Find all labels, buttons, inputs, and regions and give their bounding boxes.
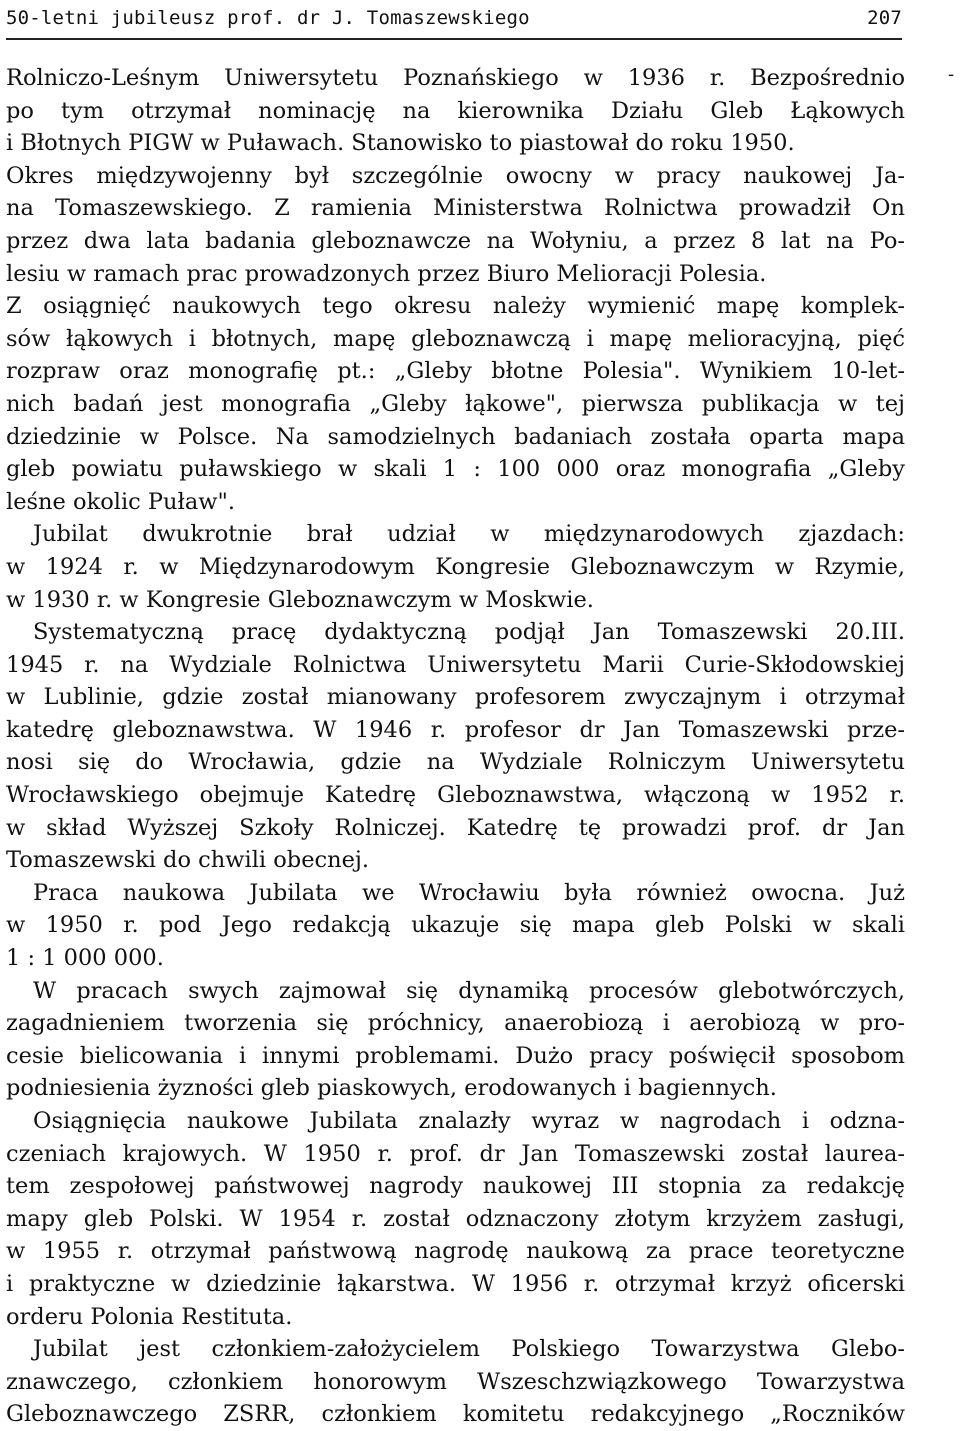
text-line: przez dwa lata badania gleboznawcze na Wołyniu, a przez 8 lat na Po- (6, 227, 905, 254)
running-title: 50-letni jubileusz prof. dr J. Tomaszewskiego (6, 7, 530, 29)
text-line: W pracach swych zajmował się dynamiką procesów glebotwórczych, (33, 977, 905, 1004)
text-line: sów łąkowych i błotnych, mapę gleboznawczą i mapę melioracyjną, pięć (6, 325, 905, 352)
text-line: i Błotnych PIGW w Puławach. Stanowisko to piastował do roku 1950. (6, 130, 795, 157)
text-line: Rolniczo-Leśnym Uniwersytetu Poznańskiego w 1936 r. Bezpośrednio (6, 65, 905, 91)
text-line: 1 : 1 000 000. (6, 945, 164, 972)
text-line: znawczego, członkiem honorowym Wszeschzwiązkowego Towarzystwa (6, 1368, 905, 1395)
text-line: Tomaszewski do chwili obecnej. (6, 847, 370, 874)
text-line: na Tomaszewskiego. Z ramienia Ministerstwa Rolnictwa prowadził On (6, 195, 905, 222)
text-line: nich badań jest monografia „Gleby łąkowe", pierwsza publikacja w tej (6, 390, 905, 417)
text-line: Jubilat jest członkiem-założycielem Polskiego Towarzystwa Glebo- (33, 1336, 905, 1363)
text-line: zagadnieniem tworzenia się próchnicy, anaerobiozą i aerobiozą w pro- (6, 1010, 905, 1037)
text-line: po tym otrzymał nominację na kierownika Działu Gleb Łąkowych (6, 97, 905, 124)
running-header (6, 0, 902, 36)
text-line: Okres międzywojenny był szczególnie owocny w pracy naukowej Ja- (6, 162, 905, 189)
text-line: Z osiągnięć naukowych tego okresu należy wymienić mapę komplek- (6, 293, 905, 320)
text-line: w 1950 r. pod Jego redakcją ukazuje się mapa gleb Polski w skali (6, 912, 905, 939)
text-line: nosi się do Wrocławia, gdzie na Wydziale Rolniczym Uniwersytetu (6, 749, 905, 776)
text-line: czeniach krajowych. W 1950 r. prof. dr Jan Tomaszewski został laurea- (6, 1140, 905, 1167)
text-line: katedrę gleboznawstwa. W 1946 r. profesor dr Jan Tomaszewski prze- (6, 716, 905, 743)
text-line: w Lublinie, gdzie został mianowany profesorem zwyczajnym i otrzymał (6, 684, 905, 711)
text-line: orderu Polonia Restituta. (6, 1303, 293, 1330)
header-rule (6, 38, 902, 40)
text-line: Jubilat dwukrotnie brał udział w międzynarodowych zjazdach: (33, 521, 905, 548)
text-line: lesiu w ramach prac prowadzonych przez Biuro Melioracji Polesia. (6, 260, 767, 287)
text-line: Gleboznawczego ZSRR, członkiem komitetu redakcyjnego „Roczników (6, 1401, 905, 1428)
page-number: 207 (867, 7, 902, 29)
margin-mark: - (948, 64, 955, 85)
body-text (6, 62, 905, 1431)
text-line: dziedzinie w Polsce. Na samodzielnych badaniach została oparta mapa (6, 423, 905, 450)
text-line: 1945 r. na Wydziale Rolnictwa Uniwersytetu Marii Curie-Skłodowskiej (6, 651, 905, 678)
text-line: Praca naukowa Jubilata we Wrocławiu była również owocna. Już (33, 879, 905, 906)
text-line: Osiągnięcia naukowe Jubilata znalazły wyraz w nagrodach i odzna- (33, 1108, 905, 1134)
text-line: leśne okolic Puław". (6, 488, 235, 515)
text-line: mapy gleb Polski. W 1954 r. został odznaczony złotym krzyżem zasługi, (6, 1205, 905, 1232)
text-line: w skład Wyższej Szkoły Rolniczej. Katedrę tę prowadzi prof. dr Jan (6, 814, 905, 841)
text-line: cesie bielicowania i innymi problemami. Dużo pracy poświęcił sposobom (6, 1042, 905, 1069)
text-line: gleb powiatu puławskiego w skali 1 : 100 000 oraz monografia „Gleby (6, 456, 905, 483)
text-line: podniesienia żyzności gleb piaskowych, erodowanych i bagiennych. (6, 1075, 777, 1102)
text-line: w 1955 r. otrzymał państwową nagrodę naukową za prace teoretyczne (6, 1238, 905, 1265)
text-line: w 1930 r. w Kongresie Gleboznawczym w Moskwie. (6, 586, 594, 613)
text-line: Wrocławskiego obejmuje Katedrę Gleboznawstwa, włączoną w 1952 r. (6, 782, 905, 809)
text-line: Systematyczną pracę dydaktyczną podjął Jan Tomaszewski 20.III. (33, 619, 905, 646)
text-line: tem zespołowej państwowej nagrody naukowej III stopnia za redakcję (6, 1173, 905, 1200)
text-line: w 1924 r. w Międzynarodowym Kongresie Gleboznawczym w Rzymie, (6, 553, 905, 580)
text-line: rozpraw oraz monografię pt.: „Gleby błotne Polesia". Wynikiem 10-let- (6, 358, 905, 385)
text-line: i praktyczne w dziedzinie łąkarstwa. W 1956 r. otrzymał krzyż oficerski (6, 1270, 905, 1297)
